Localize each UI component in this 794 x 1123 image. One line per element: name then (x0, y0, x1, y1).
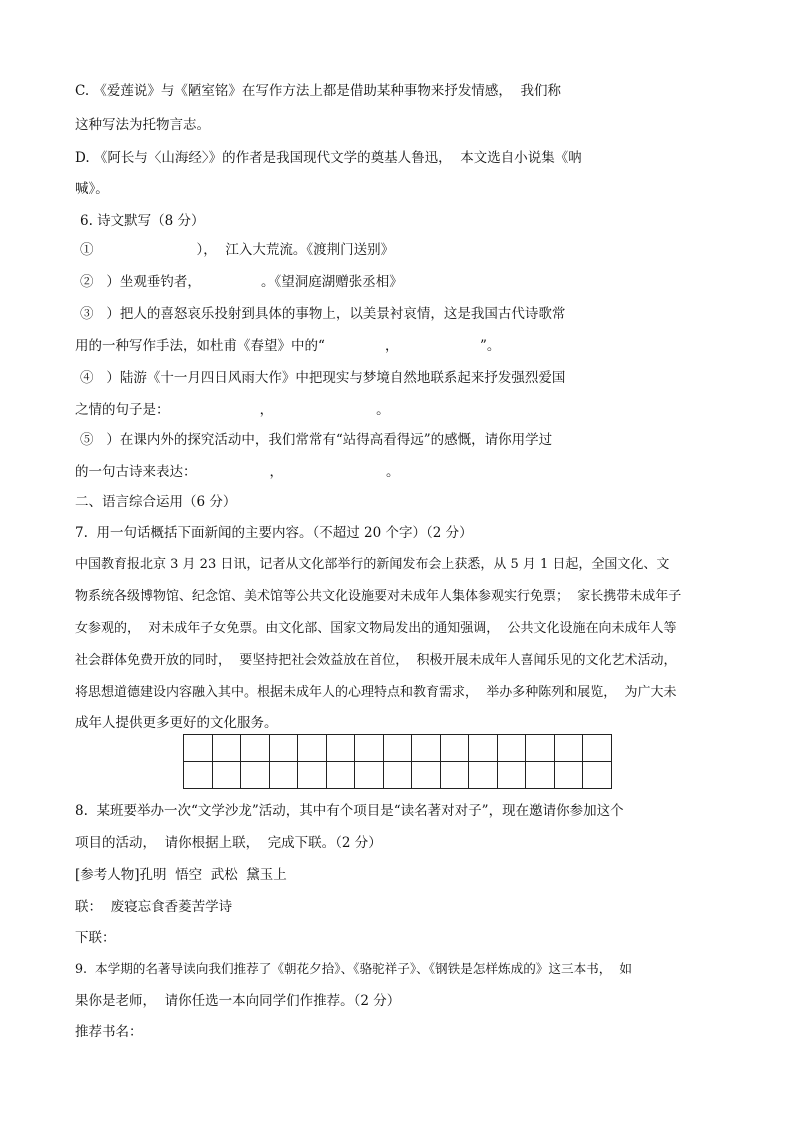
answer-grid-cell[interactable] (212, 762, 241, 789)
answer-grid-cell[interactable] (412, 735, 441, 762)
answer-grid-cell[interactable] (583, 735, 612, 762)
answer-grid-cell[interactable] (526, 762, 555, 789)
option-c-line-2: 这种写法为托物言志。 (75, 117, 210, 133)
answer-grid-cell[interactable] (497, 762, 526, 789)
lower-couplet-label: 下联： (75, 930, 116, 946)
answer-grid-cell[interactable] (298, 762, 327, 789)
answer-grid-cell[interactable] (469, 735, 498, 762)
answer-grid-cell[interactable] (554, 762, 583, 789)
answer-grid-cell[interactable] (241, 762, 270, 789)
answer-grid-cell[interactable] (326, 735, 355, 762)
reference-characters: [参考人物]孔明 悟空 武松 黛玉上 (75, 867, 287, 883)
q6-item-4-line-1: ④ ）陆游《十一月四日风雨大作》中把现实与梦境自然地联系起来抒发强烈爱国 (80, 370, 566, 386)
answer-grid-cell[interactable] (554, 735, 583, 762)
answer-grid-cell[interactable] (184, 735, 213, 762)
news-line-1: 中国教育报北京 3 月 23 日讯，记者从文化部举行的新闻发布会上获悉，从 5 月 1 日起，全国文化、文 (75, 557, 670, 572)
answer-grid-cell[interactable] (497, 735, 526, 762)
answer-grid-cell[interactable] (298, 735, 327, 762)
answer-grid-cell[interactable] (355, 735, 384, 762)
question-8-line-1: 8. 某班要举办一次“文学沙龙”活动，其中有个项目是“读名著对对子”，现在邀请你参加这个 (75, 803, 624, 819)
news-line-2: 物系统各级博物馆、纪念馆、美术馆等公共文化设施要对未成年人集体参观实行免票； 家长携带未成年子 (75, 589, 682, 604)
question-9-line-2: 果你是老师， 请你任选一本向同学们作推荐。（2 分） (75, 993, 401, 1009)
q6-item-4-line-2: 之情的句子是： ， 。 (75, 402, 390, 418)
q6-item-5-line-1: ⑤ ）在课内外的探究活动中，我们常常有“站得高看得远”的感慨，请你用学过 (80, 432, 553, 448)
option-d-line-1: D. 《阿长与〈山海经〉》的作者是我国现代文学的奠基人鲁迅， 本文选自小说集《呐 (75, 150, 582, 166)
answer-grid-cell[interactable] (212, 735, 241, 762)
answer-grid-cell[interactable] (383, 735, 412, 762)
answer-grid-cell[interactable] (526, 735, 555, 762)
answer-grid-cell[interactable] (440, 762, 469, 789)
answer-grid-cell[interactable] (469, 762, 498, 789)
question-9-line-1: 9. 本学期的名著导读向我们推荐了《朝花夕拾》、《骆驼祥子》、《钢铁是怎样炼成的》这三本书， 如 (75, 961, 632, 976)
answer-grid-cell[interactable] (326, 762, 355, 789)
q6-item-3-line-2: 用的一种写作手法，如杜甫《春望》中的“ ， ”。 (75, 338, 501, 354)
upper-couplet: 联： 废寝忘食香菱苦学诗 (75, 899, 233, 915)
q6-item-1: ① ）， 江入大荒流。《渡荆门送别》 (80, 242, 395, 258)
news-line-3: 女参观的， 对未成年子女免票。由文化部、国家文物局发出的通知强调， 公共文化设施在向未成年人等 (75, 621, 677, 636)
option-d-line-2: 喊》。 (75, 181, 109, 197)
question-8-line-2: 项目的活动， 请你根据上联， 完成下联。（2 分） (75, 835, 382, 851)
q6-item-2: ② ）坐观垂钓者， 。《望洞庭湖赠张丞相》 (80, 274, 403, 290)
answer-grid-row (184, 762, 612, 789)
answer-grid-cell[interactable] (440, 735, 469, 762)
recommend-book-label: 推荐书名： (75, 1024, 143, 1040)
answer-grid-cell[interactable] (269, 762, 298, 789)
answer-grid (183, 734, 612, 789)
answer-grid-cell[interactable] (412, 762, 441, 789)
news-line-4: 社会群体免费开放的同时， 要坚持把社会效益放在首位， 积极开展未成年人喜闻乐见的文化艺术活动， (75, 653, 677, 668)
q6-item-5-line-2: 的一句古诗来表达： ， 。 (75, 464, 400, 480)
question-7-prompt: 7. 用一句话概括下面新闻的主要内容。（不超过 20 个字）（2 分） (75, 525, 473, 541)
section-2-heading: 二、语言综合运用（6 分） (75, 494, 237, 510)
answer-grid-cell[interactable] (355, 762, 384, 789)
answer-grid-cell[interactable] (241, 735, 270, 762)
answer-grid-cell[interactable] (383, 762, 412, 789)
answer-grid-cell[interactable] (184, 762, 213, 789)
answer-grid-cell[interactable] (583, 762, 612, 789)
answer-grid-cell[interactable] (269, 735, 298, 762)
news-line-5: 将思想道德建设内容融入其中。根据未成年人的心理特点和教育需求， 举办多种陈列和展览， 为广大未 (75, 685, 677, 700)
question-6-heading: 6. 诗文默写（8 分） (80, 213, 205, 229)
option-c-line-1: C. 《爱莲说》与《陋室铭》在写作方法上都是借助某种事物来抒发情感， 我们称 (75, 83, 562, 99)
news-line-6: 成年人提供更多更好的文化服务。 (75, 715, 278, 731)
answer-grid-row (184, 735, 612, 762)
q6-item-3-line-1: ③ ）把人的喜怒哀乐投射到具体的事物上，以美景衬哀情，这是我国古代诗歌常 (80, 306, 566, 322)
